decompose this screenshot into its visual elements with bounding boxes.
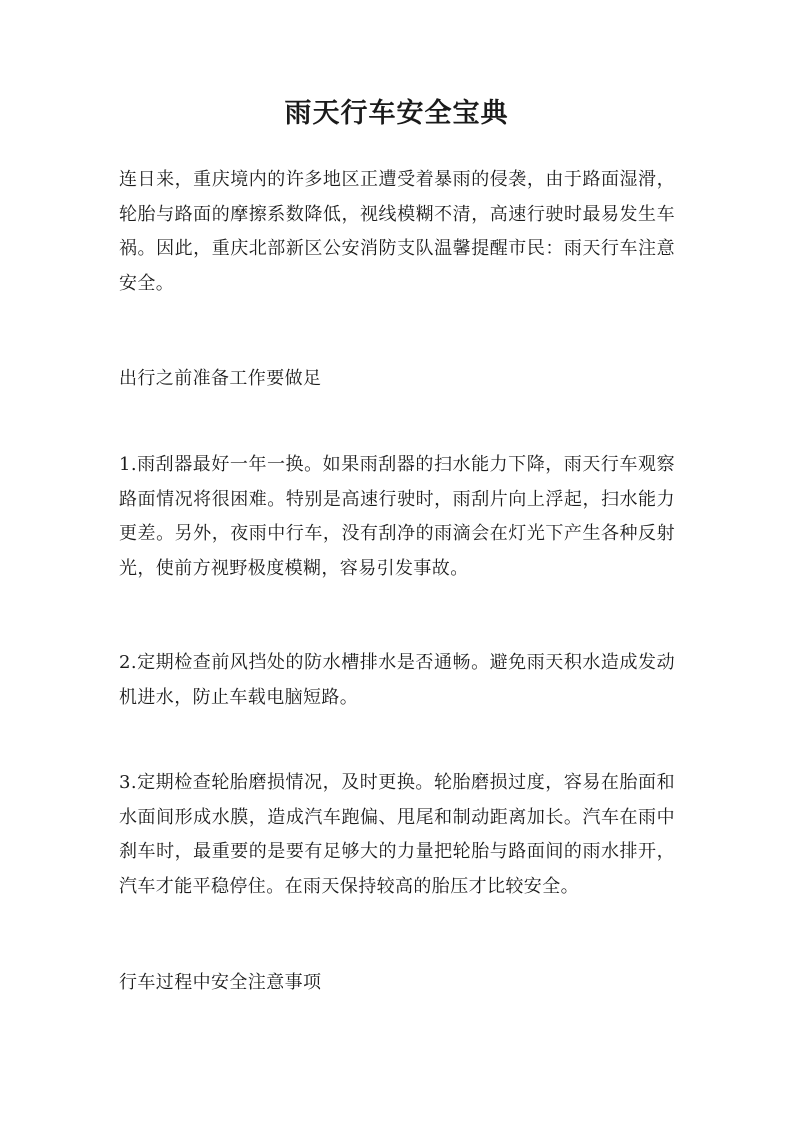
section-heading-driving: 行车过程中安全注意事项 [119,972,322,993]
document-title: 雨天行车安全宝典 [284,98,509,129]
tip-paragraph-wiper: 1.雨刮器最好一年一换。如果雨刮器的扫水能力下降，雨天行车观察路面情况将很困难。特别是高速行驶时，雨刮片向上浮起，扫水能力更差。另外，夜雨中行车，没有刮净的雨滴会在灯光下产生各种反射光，使前方视野极度模糊，容易引发事故。 [119,454,675,579]
section-heading-preparation: 出行之前准备工作要做足 [119,368,322,389]
tip-paragraph-drainage: 2.定期检查前风挡处的防水槽排水是否通畅。避免雨天积水造成发动机进水，防止车载电脑短路。 [119,652,675,708]
intro-paragraph: 连日来，重庆境内的许多地区正遭受着暴雨的侵袭，由于路面湿滑，轮胎与路面的摩擦系数降低，视线模糊不清，高速行驶时最易发生车祸。因此，重庆北部新区公安消防支队温馨提醒市民：雨天行车注意安全。 [119,169,675,294]
tip-paragraph-tire: 3.定期检查轮胎磨损情况，及时更换。轮胎磨损过度，容易在胎面和水面间形成水膜，造成汽车跑偏、甩尾和制动距离加长。汽车在雨中刹车时，最重要的是要有足够大的力量把轮胎与路面间的雨水排开，汽车才能平稳停住。在雨天保持较高的胎压才比较安全。 [119,772,675,897]
